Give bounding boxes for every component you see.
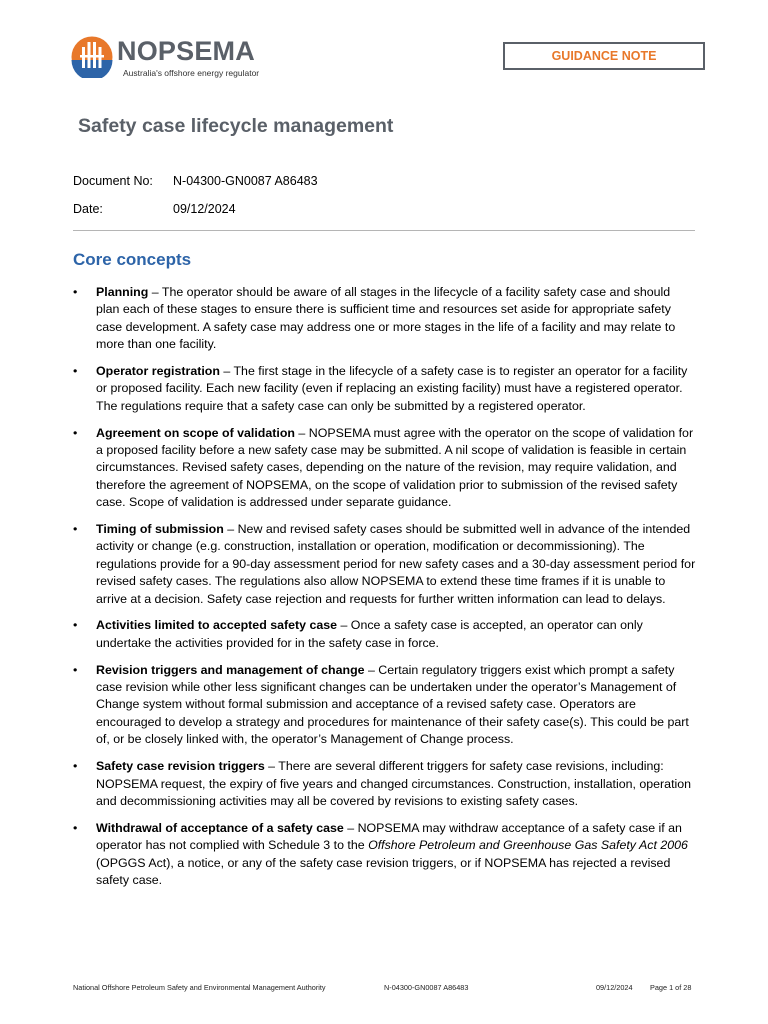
nopsema-logo <box>71 36 281 80</box>
item-text: – Once a safety case is accepted, an operator can only undertake the activities provided for in the safety case in force. <box>96 618 643 650</box>
item-term: Safety case revision triggers <box>96 759 265 774</box>
footer-date: 09/12/2024 <box>596 983 633 992</box>
item-term: Withdrawal of acceptance of a safety case <box>96 820 344 835</box>
list-item: • Timing of submission – New and revised safety cases should be submitted well in advance of the intended activity or change (e.g. construction, installation or operation, modification or decommissioning). The regulations provide for a 90-day assessment period for new safety cases and a 30-day assessment period for revised safety cases. The regulations also allow NOPSEMA to extend these time frames if it is unable to arrive at a decision. Safety case rejection and requests for further written information can lead to delays. <box>73 522 696 606</box>
core-concepts-list <box>73 284 696 899</box>
list-item: • Withdrawal of acceptance of a safety case – NOPSEMA may withdraw acceptance of a safety case if an operator has not complied with Schedule 3 to the Offshore Petroleum and Greenhouse Gas Safety Act 2006 (OPGGS Act), a notice, or any of the safety case revision triggers, or if NOPSEMA has rejected a revised safety case. <box>73 820 688 887</box>
document-number-value: N-04300-GN0087 A86483 <box>173 174 318 188</box>
list-item: • Planning – The operator should be aware of all stages in the lifecycle of a facility safety case and should plan each of these stages to ensure there is sufficient time and resources set aside for appropriate safety case development. A safety case may address one or more stages in the life of a facility and may relate to more than one facility. <box>73 285 676 352</box>
item-text: – NOPSEMA must agree with the operator on the scope of validation for a proposed facility before a new safety case may be submitted. A nil scope of validation is feasible in certain circumstances. Revised safety cases, depending on the nature of the revision, may require validation, and therefore the agreement of NOPSEMA, on the scope of validation prior to submission of the revised safety case. Scope of validation is addressed under separate guidance. <box>96 425 694 510</box>
item-text: – NOPSEMA may withdraw acceptance of a safety case if an operator has not complied with Schedule 3 to the <box>96 820 682 853</box>
logo-tagline: Australia's offshore energy regulator <box>123 68 260 78</box>
item-term: Activities limited to accepted safety case <box>96 618 338 633</box>
item-text: – Certain regulatory triggers exist which prompt a safety case revision while other less significant changes can be undertaken under the operator’s Management of Change system without formal submission and acceptance of a revised safety case. Operators are encouraged to develop a strategy and procedures for maintenance of their safety case(s). This could be part of, or be closely linked with, the operator’s Management of Change process. <box>96 662 689 747</box>
section-heading: Core concepts <box>73 250 192 269</box>
nopsema-emblem-icon <box>71 36 115 78</box>
footer-page-number: Page 1 of 28 <box>650 983 692 992</box>
item-text: (OPGGS Act), a notice, or any of the safety case revision triggers, or if NOPSEMA has rejected a revised safety case. <box>96 855 671 887</box>
logo-wordmark: NOPSEMA <box>117 36 255 66</box>
document-number-label: Document No: <box>73 174 153 188</box>
item-term: Planning <box>96 285 149 299</box>
footer-authority: National Offshore Petroleum Safety and Environmental Management Authority <box>73 983 326 992</box>
document-number-row <box>73 174 318 188</box>
item-term: Operator registration <box>96 364 220 379</box>
date-label: Date: <box>73 202 103 216</box>
item-text: – New and revised safety cases should be submitted well in advance of the intended activity or change (e.g. construction, installation or operation, modification or decommissioning). The regulations provide for a 90-day assessment period for new safety cases and a 30-day assessment period for revised safety cases. The regulations also allow NOPSEMA to extend these time frames if it is unable to arrive at a decision. Safety case rejection and requests for further written information can lead to delays. <box>96 522 696 606</box>
item-text: – There are several different triggers for safety case revisions, including: NOPSEMA request, the expiry of five years and changed circumstances. Construction, installation, operation and decommissioning activities may all be covered by revisions to existing safety cases. <box>96 759 692 808</box>
date-value: 09/12/2024 <box>173 202 236 216</box>
divider <box>73 230 695 231</box>
item-text: – The first stage in the lifecycle of a safety case is to register an operator for a facility or proposed facility. Each new facility (even if replacing an existing facility) must have a registered operator. The regulations require that a safety case can only be submitted by a registered operator. <box>96 364 688 413</box>
act-title: Offshore Petroleum and Greenhouse Gas Safety Act 2006 <box>368 838 688 853</box>
list-item: • Revision triggers and management of change – Certain regulatory triggers exist which prompt a safety case revision while other less significant changes can be undertaken under the operator’s Management of Change system without formal submission and acceptance of a revised safety case. Operators are encouraged to develop a strategy and procedures for maintenance of their safety case(s). This could be part of, or be closely linked with, the operator’s Management of Change process. <box>73 662 689 747</box>
list-item: • Agreement on scope of validation – NOPSEMA must agree with the operator on the scope of validation for a proposed facility before a new safety case may be submitted. A nil scope of validation is feasible in certain circumstances. Revised safety cases, depending on the nature of the revision, may require validation, and therefore the agreement of NOPSEMA, on the scope of validation prior to submission of the revised safety case. Scope of validation is addressed under separate guidance. <box>73 425 694 510</box>
document-title: Safety case lifecycle management <box>78 115 394 137</box>
guidance-note-label: GUIDANCE NOTE <box>503 42 705 70</box>
item-term: Revision triggers and management of change <box>96 662 365 677</box>
date-row <box>73 202 236 216</box>
footer-doc-ref: N-04300-GN0087 A86483 <box>384 983 469 992</box>
list-item: • Activities limited to accepted safety case – Once a safety case is accepted, an operator can only undertake the activities provided for in the safety case in force. <box>73 618 643 650</box>
list-item: • Operator registration – The first stage in the lifecycle of a safety case is to register an operator for a facility or proposed facility. Each new facility (even if replacing an existing facility) must have a registered operator. The regulations require that a safety case can only be submitted by a registered operator. <box>73 364 688 413</box>
item-term: Timing of submission <box>96 522 224 537</box>
list-item: • Safety case revision triggers – There are several different triggers for safety case revisions, including: NOPSEMA request, the expiry of five years and changed circumstances. Construction, installation, operation and decommissioning activities may all be covered by revisions to existing safety cases. <box>73 759 692 808</box>
item-term: Agreement on scope of validation <box>96 425 295 440</box>
item-text: – The operator should be aware of all stages in the lifecycle of a facility safety case and should plan each of these stages to ensure there is sufficient time and resources set aside for appropriate safety case development. A safety case may address one or more stages in the life of a facility and may relate to more than one facility. <box>96 285 676 352</box>
